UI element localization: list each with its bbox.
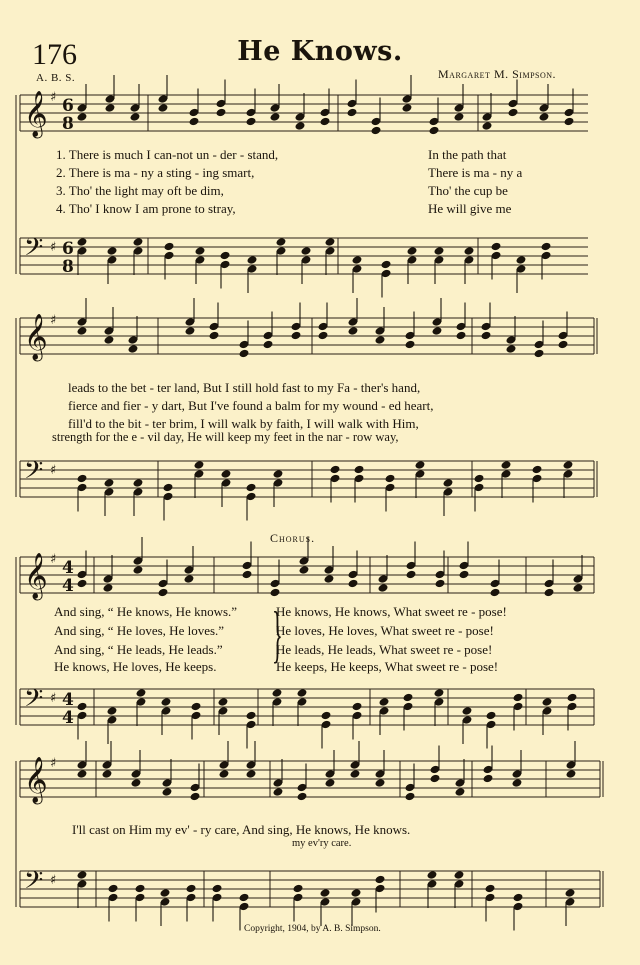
note-head: [330, 465, 341, 475]
note-head: [273, 787, 284, 797]
bass-clef: 𝄢: [24, 866, 44, 901]
note-head: [385, 474, 396, 484]
note-head: [239, 349, 250, 359]
verse-3-line-a: 3. Tho' the light may oft be dim,: [56, 183, 224, 198]
note-head: [161, 697, 172, 707]
note-head: [216, 108, 227, 118]
time-signature-bottom: 8: [62, 257, 74, 277]
note-head: [77, 769, 88, 779]
note-head: [128, 344, 139, 354]
chorus-right-1: He knows, He knows, What sweet re - pose!: [276, 604, 507, 619]
note-head: [459, 570, 470, 580]
hymn-title: He Knows.: [237, 36, 403, 67]
chorus-left-2: And sing, “ He loves, He loves.”: [54, 623, 225, 638]
note-head: [381, 260, 392, 270]
note-head: [405, 340, 416, 350]
key-sharp: ♯: [50, 756, 57, 771]
verse-2-line-b: There is ma - ny a: [428, 165, 523, 180]
chorus-brace: }: [271, 598, 283, 669]
note-head: [375, 778, 386, 788]
key-sharp: ♯: [50, 240, 57, 255]
key-sharp: ♯: [50, 463, 57, 478]
note-head: [563, 460, 574, 470]
note-head: [246, 483, 257, 493]
note-head: [185, 326, 196, 336]
note-head: [239, 893, 250, 903]
note-head: [104, 335, 115, 345]
bass-clef: 𝄢: [24, 684, 44, 719]
note-head: [297, 792, 308, 802]
note-head: [291, 331, 302, 341]
note-head: [293, 884, 304, 894]
copyright: Copyright, 1904, by A. B. Simpson.: [244, 924, 381, 934]
note-head: [136, 688, 147, 698]
note-head: [190, 792, 201, 802]
time-signature-top: 6: [62, 96, 74, 116]
verse-4-line-a: 4. Tho' I know I am prone to stray,: [56, 201, 236, 216]
note-head: [415, 460, 426, 470]
note-head: [542, 697, 553, 707]
note-head: [435, 579, 446, 589]
note-head: [532, 465, 543, 475]
note-head: [163, 483, 174, 493]
time-signature-bottom: 8: [62, 114, 74, 134]
note-head: [406, 570, 417, 580]
verse-4-line-c: strength for the e - vil day, He will keep my feet in the nar - row way,: [52, 430, 399, 444]
note-head: [567, 693, 578, 703]
verse-3-line-c: fill'd to the bit - ter brim, I will walk by faith, I will walk with Him,: [68, 416, 419, 431]
bass-clef: 𝄢: [24, 233, 44, 268]
note-head: [443, 478, 454, 488]
note-head: [77, 112, 88, 122]
note-head: [189, 117, 200, 127]
time-signature-bottom: 4: [62, 576, 74, 596]
note-head: [276, 237, 287, 247]
note-head: [573, 583, 584, 593]
note-head: [482, 121, 493, 131]
note-head: [434, 688, 445, 698]
note-head: [464, 246, 475, 256]
note-head: [77, 474, 88, 484]
note-head: [194, 460, 205, 470]
note-head: [77, 702, 88, 712]
note-head: [263, 340, 274, 350]
note-head: [130, 112, 141, 122]
chorus-heading: Chorus.: [270, 531, 316, 545]
chorus-left-3: And sing, “ He leads, He leads.”: [54, 642, 223, 657]
note-head: [186, 884, 197, 894]
key-sharp: ♯: [50, 691, 57, 706]
note-head: [513, 893, 524, 903]
note-head: [378, 583, 389, 593]
note-head: [104, 478, 115, 488]
note-head: [403, 693, 414, 703]
note-head: [162, 787, 173, 797]
note-head: [221, 469, 232, 479]
chorus-final-line: I'll cast on Him my ev' - ry care, And sing, He knows, He knows.: [72, 822, 411, 837]
note-head: [220, 251, 231, 261]
note-head: [77, 579, 88, 589]
verse-1-line-c: leads to the bet - ter land, But I still hold fast to my Fa - ther's hand,: [68, 380, 421, 395]
note-head: [481, 331, 492, 341]
note-head: [108, 884, 119, 894]
note-head: [350, 769, 361, 779]
note-head: [102, 769, 113, 779]
note-head: [301, 246, 312, 256]
note-head: [270, 588, 281, 598]
note-head: [348, 326, 359, 336]
chorus-left-1: And sing, “ He knows, He knows.”: [54, 604, 238, 619]
words-credit: Margaret M. Simpson.: [438, 67, 557, 81]
note-head: [195, 246, 206, 256]
chorus-right-4: He keeps, He keeps, What sweet re - pose!: [276, 659, 499, 674]
note-head: [242, 570, 253, 580]
chorus-right-3: He leads, He leads, What sweet re - pose!: [276, 642, 493, 657]
note-head: [324, 574, 335, 584]
note-head: [513, 693, 524, 703]
time-signature-bottom: 4: [62, 708, 74, 728]
note-head: [544, 588, 555, 598]
note-head: [320, 888, 331, 898]
note-head: [273, 469, 284, 479]
note-head: [375, 335, 386, 345]
note-head: [541, 242, 552, 252]
note-head: [325, 237, 336, 247]
note-head: [354, 465, 365, 475]
note-head: [133, 565, 144, 575]
verse-1-line-b: In the path that: [428, 147, 507, 162]
note-head: [352, 702, 363, 712]
note-head: [379, 697, 390, 707]
note-head: [564, 117, 575, 127]
note-head: [485, 884, 496, 894]
note-head: [131, 778, 142, 788]
note-head: [434, 246, 445, 256]
note-head: [456, 331, 467, 341]
note-head: [103, 583, 114, 593]
note-head: [246, 711, 257, 721]
note-head: [107, 246, 118, 256]
note-head: [501, 460, 512, 470]
note-head: [77, 870, 88, 880]
note-head: [454, 112, 465, 122]
note-head: [270, 112, 281, 122]
note-head: [348, 579, 359, 589]
hymn-number: 176: [32, 38, 77, 71]
note-head: [297, 688, 308, 698]
note-head: [508, 108, 519, 118]
key-sharp: ♯: [50, 313, 57, 328]
note-head: [77, 237, 88, 247]
note-head: [427, 870, 438, 880]
note-head: [371, 126, 382, 136]
time-signature-top: 6: [62, 239, 74, 259]
note-head: [512, 778, 523, 788]
note-head: [107, 706, 118, 716]
note-head: [77, 326, 88, 336]
note-head: [218, 697, 229, 707]
treble-clef: 𝄞: [24, 553, 48, 599]
note-head: [429, 126, 440, 136]
music-credit: A. B. S.: [36, 72, 76, 84]
note-head: [184, 574, 195, 584]
key-sharp: ♯: [50, 90, 57, 105]
note-head: [160, 888, 171, 898]
note-head: [474, 474, 485, 484]
note-head: [320, 117, 331, 127]
note-head: [325, 778, 336, 788]
note-head: [516, 255, 527, 265]
note-head: [212, 884, 223, 894]
note-head: [299, 565, 310, 575]
time-signature-top: 4: [62, 690, 74, 710]
note-head: [347, 108, 358, 118]
treble-clef: 𝄞: [24, 314, 48, 360]
note-head: [158, 103, 169, 113]
note-head: [506, 344, 517, 354]
verse-3-line-b: Tho' the cup be: [428, 183, 508, 198]
note-head: [246, 117, 257, 127]
treble-clef: 𝄞: [24, 91, 48, 137]
note-head: [539, 112, 550, 122]
note-head: [105, 103, 116, 113]
note-head: [565, 888, 576, 898]
note-head: [432, 326, 443, 336]
chorus-left-4: He knows, He loves, He keeps.: [54, 659, 217, 674]
note-head: [407, 246, 418, 256]
note-head: [491, 242, 502, 252]
note-head: [462, 706, 473, 716]
note-head: [133, 478, 144, 488]
note-head: [133, 237, 144, 247]
note-head: [490, 588, 501, 598]
note-head: [272, 688, 283, 698]
treble-clef: 𝄞: [24, 757, 48, 803]
verse-2-line-c: fierce and fier - y dart, But I've found a balm for my wound - ed heart,: [68, 398, 434, 413]
note-head: [454, 870, 465, 880]
note-head: [405, 792, 416, 802]
verse-1-line-a: 1. There is much I can-not un - der - stand,: [56, 147, 279, 162]
bass-clef: 𝄢: [24, 456, 44, 491]
key-sharp: ♯: [50, 873, 57, 888]
note-head: [247, 255, 258, 265]
note-head: [430, 774, 441, 784]
note-head: [321, 711, 332, 721]
note-head: [483, 774, 494, 784]
note-head: [219, 769, 230, 779]
time-signature-top: 4: [62, 558, 74, 578]
note-head: [318, 331, 329, 341]
note-head: [246, 769, 257, 779]
note-head: [455, 787, 466, 797]
note-head: [352, 255, 363, 265]
note-head: [158, 588, 169, 598]
chorus-alt-line: my ev'ry care.: [292, 838, 352, 849]
note-head: [534, 349, 545, 359]
note-head: [351, 888, 362, 898]
note-head: [402, 103, 413, 113]
verse-2-line-a: 2. There is ma - ny a sting - ing smart,: [56, 165, 255, 180]
note-head: [558, 340, 569, 350]
note-head: [164, 242, 175, 252]
note-head: [191, 702, 202, 712]
key-sharp: ♯: [50, 552, 57, 567]
note-head: [295, 121, 306, 131]
note-head: [135, 884, 146, 894]
verse-4-line-b: He will give me: [428, 201, 512, 216]
chorus-right-2: He loves, He loves, What sweet re - pose!: [276, 623, 494, 638]
note-head: [375, 875, 386, 885]
note-head: [209, 331, 220, 341]
note-head: [566, 769, 577, 779]
note-head: [486, 711, 497, 721]
